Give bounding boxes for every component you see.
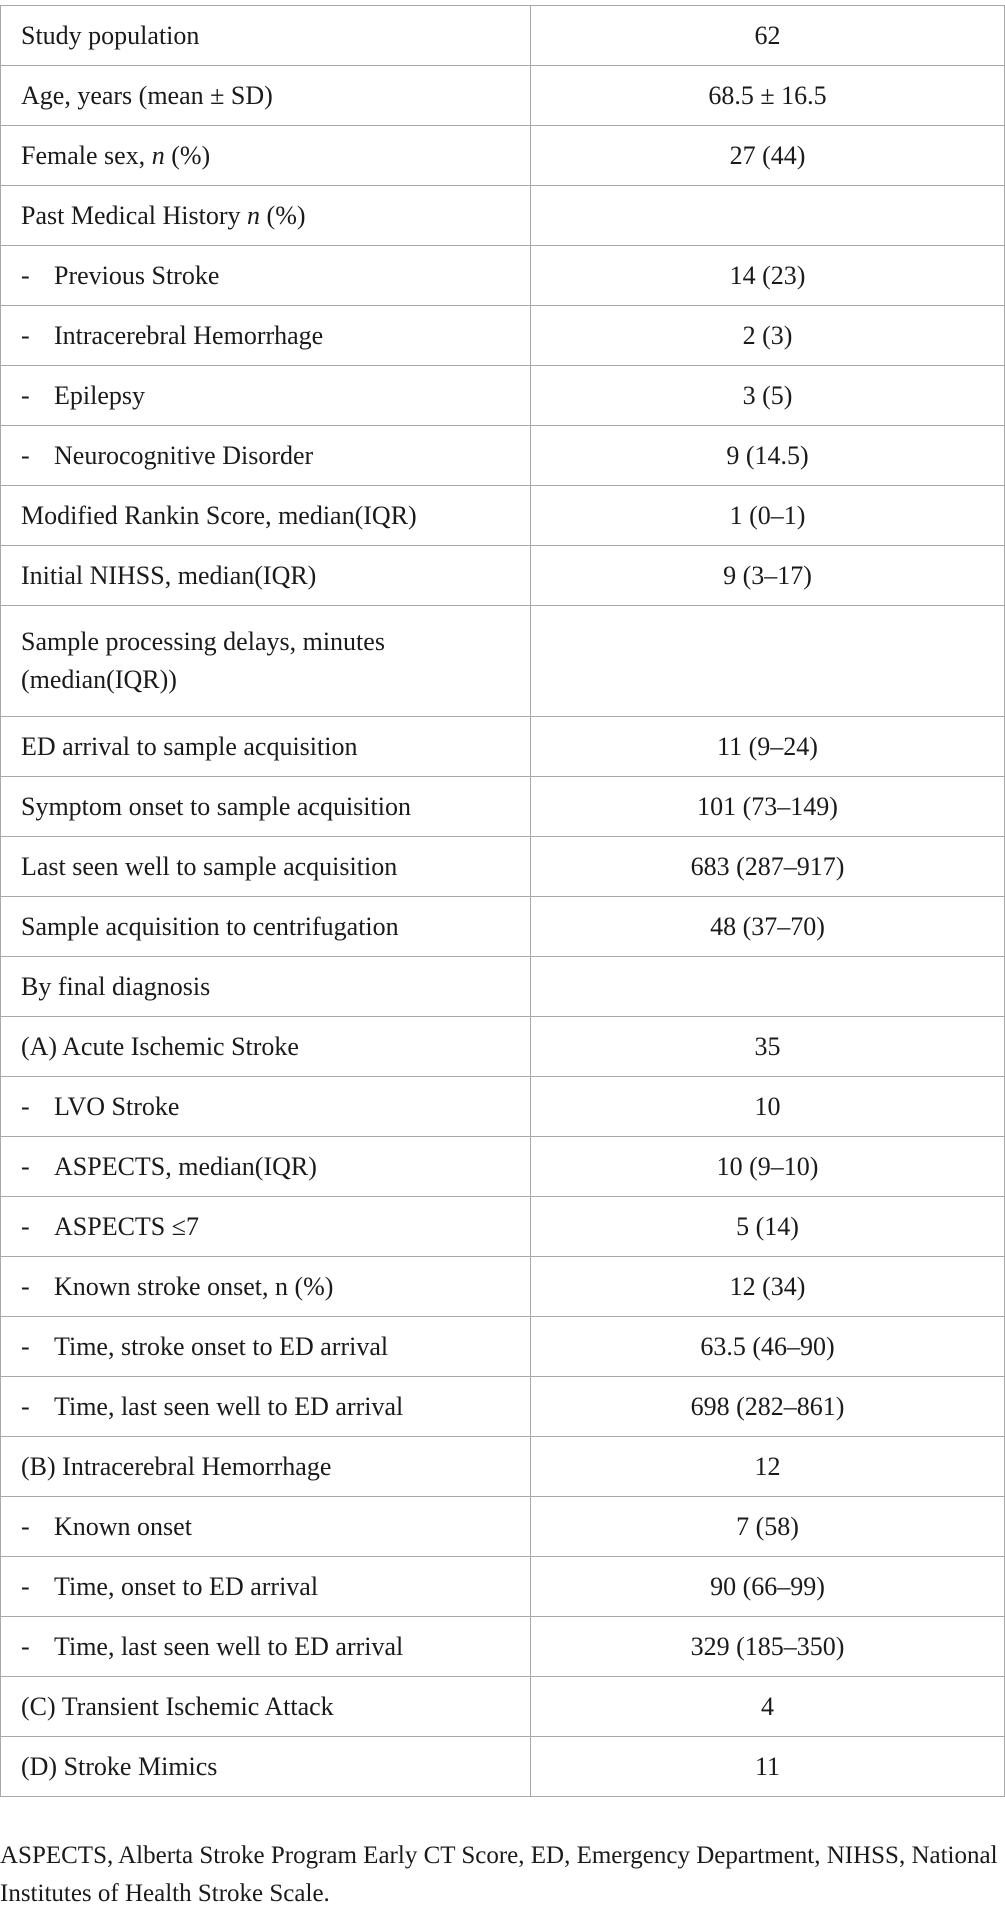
table-row bbox=[1, 606, 1005, 717]
row-label bbox=[1, 1317, 531, 1377]
table-row bbox=[1, 66, 1005, 126]
label-text: Past Medical History bbox=[21, 200, 248, 230]
characteristics-table bbox=[0, 5, 1005, 1797]
bullet-dash: - bbox=[21, 1391, 30, 1421]
label-text: Time, stroke onset to ED arrival bbox=[54, 1331, 389, 1361]
row-value: 1 (0–1) bbox=[531, 486, 1005, 546]
row-label: (D) Stroke Mimics bbox=[1, 1737, 531, 1797]
row-label bbox=[1, 426, 531, 486]
row-label: Sample acquisition to centrifugation bbox=[1, 897, 531, 957]
bullet-dash: - bbox=[21, 260, 30, 290]
row-value: 35 bbox=[531, 1017, 1005, 1077]
label-text: Time, last seen well to ED arrival bbox=[54, 1391, 404, 1421]
row-label bbox=[1, 306, 531, 366]
row-value: 329 (185–350) bbox=[531, 1617, 1005, 1677]
row-label: Study population bbox=[1, 6, 531, 66]
table-row bbox=[1, 1017, 1005, 1077]
table-row bbox=[1, 1197, 1005, 1257]
table-row bbox=[1, 1377, 1005, 1437]
row-value: 12 (34) bbox=[531, 1257, 1005, 1317]
row-label: Symptom onset to sample acquisition bbox=[1, 777, 531, 837]
row-value: 14 (23) bbox=[531, 246, 1005, 306]
table-row bbox=[1, 186, 1005, 246]
row-label bbox=[1, 1377, 531, 1437]
row-label bbox=[1, 1137, 531, 1197]
label-text: LVO Stroke bbox=[54, 1091, 180, 1121]
row-label: ED arrival to sample acquisition bbox=[1, 717, 531, 777]
row-value bbox=[531, 606, 1005, 717]
table-row bbox=[1, 1617, 1005, 1677]
label-text: Neurocognitive Disorder bbox=[54, 440, 314, 470]
label-text: Intracerebral Hemorrhage bbox=[54, 320, 324, 350]
table-row bbox=[1, 1437, 1005, 1497]
table-row bbox=[1, 1257, 1005, 1317]
table-row bbox=[1, 1677, 1005, 1737]
bullet-dash: - bbox=[21, 1331, 30, 1361]
label-text: Known stroke onset, n (%) bbox=[54, 1271, 334, 1301]
table-row bbox=[1, 837, 1005, 897]
row-value: 7 (58) bbox=[531, 1497, 1005, 1557]
table-row bbox=[1, 246, 1005, 306]
bullet-dash: - bbox=[21, 1571, 30, 1601]
row-label: Age, years (mean ± SD) bbox=[1, 66, 531, 126]
row-value: 62 bbox=[531, 6, 1005, 66]
row-value: 63.5 (46–90) bbox=[531, 1317, 1005, 1377]
table-row bbox=[1, 1497, 1005, 1557]
label-text: Previous Stroke bbox=[54, 260, 220, 290]
row-label: Modified Rankin Score, median(IQR) bbox=[1, 486, 531, 546]
row-label bbox=[1, 1557, 531, 1617]
row-label: (A) Acute Ischemic Stroke bbox=[1, 1017, 531, 1077]
table-row bbox=[1, 1557, 1005, 1617]
bullet-dash: - bbox=[21, 1271, 30, 1301]
row-value: 12 bbox=[531, 1437, 1005, 1497]
bullet-dash: - bbox=[21, 1091, 30, 1121]
table-row bbox=[1, 366, 1005, 426]
row-label: Initial NIHSS, median(IQR) bbox=[1, 546, 531, 606]
label-text: Time, onset to ED arrival bbox=[54, 1571, 319, 1601]
row-value: 90 (66–99) bbox=[531, 1557, 1005, 1617]
row-value: 68.5 ± 16.5 bbox=[531, 66, 1005, 126]
row-value: 5 (14) bbox=[531, 1197, 1005, 1257]
table-row bbox=[1, 126, 1005, 186]
label-italic-n: n bbox=[151, 140, 165, 170]
bullet-dash: - bbox=[21, 1151, 30, 1181]
row-value: 9 (3–17) bbox=[531, 546, 1005, 606]
bullet-dash: - bbox=[21, 320, 30, 350]
table-row bbox=[1, 777, 1005, 837]
table-row bbox=[1, 1137, 1005, 1197]
label-text: Female sex, bbox=[21, 140, 152, 170]
row-value: 10 (9–10) bbox=[531, 1137, 1005, 1197]
bullet-dash: - bbox=[21, 1511, 30, 1541]
table-row bbox=[1, 957, 1005, 1017]
row-label bbox=[1, 1077, 531, 1137]
row-label bbox=[1, 186, 531, 246]
row-value: 11 bbox=[531, 1737, 1005, 1797]
table-row bbox=[1, 1077, 1005, 1137]
label-text: ASPECTS ≤7 bbox=[54, 1211, 200, 1241]
row-value: 2 (3) bbox=[531, 306, 1005, 366]
label-text: Time, last seen well to ED arrival bbox=[54, 1631, 404, 1661]
table-footnote: ASPECTS, Alberta Stroke Program Early CT Score, ED, Emergency Department, NIHSS, National Institutes of Health Stroke Scale. bbox=[0, 1842, 998, 1907]
row-label bbox=[1, 1257, 531, 1317]
label-text: Known onset bbox=[54, 1511, 192, 1541]
row-value: 11 (9–24) bbox=[531, 717, 1005, 777]
table-row bbox=[1, 6, 1005, 66]
table-row bbox=[1, 306, 1005, 366]
row-value: 101 (73–149) bbox=[531, 777, 1005, 837]
table-row bbox=[1, 1737, 1005, 1797]
row-label: Sample processing delays, minutes (median(IQR)) bbox=[1, 606, 531, 717]
row-value: 683 (287–917) bbox=[531, 837, 1005, 897]
row-label bbox=[1, 1197, 531, 1257]
label-text-suffix: (%) bbox=[164, 140, 211, 170]
label-text: ASPECTS, median(IQR) bbox=[54, 1151, 317, 1181]
table-row bbox=[1, 717, 1005, 777]
row-label bbox=[1, 366, 531, 426]
row-value bbox=[531, 957, 1005, 1017]
row-label bbox=[1, 1617, 531, 1677]
table-row bbox=[1, 546, 1005, 606]
characteristics-table-container bbox=[0, 5, 1004, 1797]
row-label: (B) Intracerebral Hemorrhage bbox=[1, 1437, 531, 1497]
table-row bbox=[1, 1317, 1005, 1377]
row-value: 48 (37–70) bbox=[531, 897, 1005, 957]
row-value: 27 (44) bbox=[531, 126, 1005, 186]
bullet-dash: - bbox=[21, 440, 30, 470]
row-value: 698 (282–861) bbox=[531, 1377, 1005, 1437]
row-label bbox=[1, 126, 531, 186]
label-text: Epilepsy bbox=[54, 380, 145, 410]
row-label: By final diagnosis bbox=[1, 957, 531, 1017]
row-label bbox=[1, 246, 531, 306]
row-value bbox=[531, 186, 1005, 246]
row-value: 10 bbox=[531, 1077, 1005, 1137]
label-text-suffix: (%) bbox=[260, 200, 306, 230]
table-row bbox=[1, 426, 1005, 486]
row-value: 9 (14.5) bbox=[531, 426, 1005, 486]
row-value: 4 bbox=[531, 1677, 1005, 1737]
bullet-dash: - bbox=[21, 380, 30, 410]
row-label bbox=[1, 1497, 531, 1557]
table-row bbox=[1, 897, 1005, 957]
bullet-dash: - bbox=[21, 1631, 30, 1661]
row-label: Last seen well to sample acquisition bbox=[1, 837, 531, 897]
bullet-dash: - bbox=[21, 1211, 30, 1241]
row-value: 3 (5) bbox=[531, 366, 1005, 426]
row-label: (C) Transient Ischemic Attack bbox=[1, 1677, 531, 1737]
table-row bbox=[1, 486, 1005, 546]
label-italic-n: n bbox=[247, 200, 261, 230]
